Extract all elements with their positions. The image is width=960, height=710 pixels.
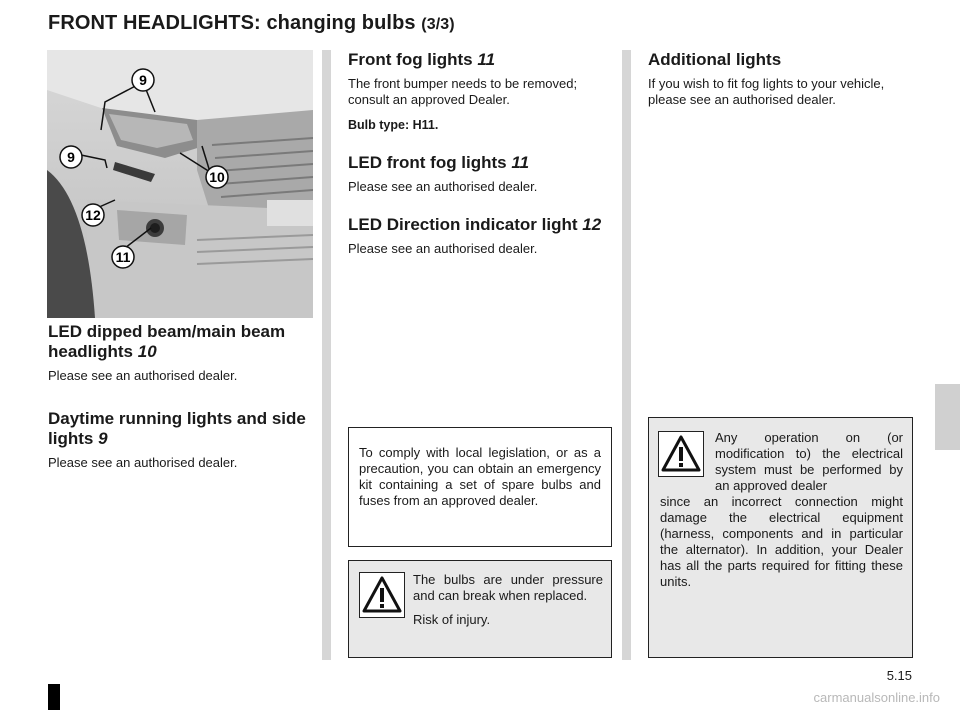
section-heading [348,215,610,235]
callout-label: 9 [139,72,147,88]
section-heading [48,409,314,449]
section-text: Please see an authorised dealer. [348,241,538,256]
left-column [48,322,314,471]
callout-label: 11 [115,249,131,265]
callout-label: 12 [85,207,101,223]
section-heading [48,322,314,362]
page-number: 5.15 [886,668,912,683]
warning-rest: since an incorrect connection might damage the electrical equipment (harness, components and in particular the alternator). In addition, your Dealer has all the parts required for fitting these units. [660,494,903,589]
section-text: Please see an authorised dealer. [48,368,238,383]
heading-number: 11 [511,153,530,172]
warning-text: The bulbs are under pressure and can break when replaced. [413,572,603,603]
watermark: carmanualsonline.info [813,690,940,705]
title-suffix: (3/3) [421,16,455,33]
headlight-figure: 9 9 10 12 11 50914 [47,50,313,318]
section-text: The front bumper needs to be removed; consult an approved Dealer. [348,76,578,107]
section-heading [348,50,610,70]
right-column [648,50,912,108]
section-heading: Additional lights [648,50,782,69]
warning-box-bulbs [348,560,612,658]
section-text: If you wish to fit fog lights to your vehicle, please see an authorised dealer. [648,76,885,107]
section-text: Please see an authorised dealer. [348,179,538,194]
title-text: FRONT HEADLIGHTS: changing bulbs [48,12,416,34]
heading-text: LED Direction indicator light [348,215,578,234]
warning-triangle-icon [359,572,405,618]
heading-number: 9 [98,429,108,448]
car-front-illustration [47,50,313,318]
column-divider-left [322,50,331,660]
heading-number: 11 [477,50,496,69]
warning-risk: Risk of injury. [413,612,491,627]
middle-column [348,50,610,257]
warning-triangle-icon [658,431,704,477]
warning-lead: Any operation on (or modification to) the electrical system must be performed by an approved dealer [715,430,903,493]
chapter-tab [935,384,960,450]
warning-box-electrical [648,417,913,658]
heading-text: Front fog lights [348,50,473,69]
heading-number: 12 [582,215,602,234]
footer-mark [48,684,60,710]
heading-text: Daytime running lights and side lights [48,409,306,448]
bulb-type: Bulb type: H11. [348,118,439,132]
section-heading [348,153,610,173]
heading-number: 10 [137,342,157,361]
heading-text: LED dipped beam/main beam headlights [48,322,286,361]
info-box: To comply with local legislation, or as a precaution, you can obtain an emergency kit containing a set of spare bulbs and fuses from an approved dealer. [348,427,612,547]
page-title [48,12,455,35]
column-divider-right [622,50,631,660]
section-text: Please see an authorised dealer. [48,455,238,470]
heading-text: LED front fog lights [348,153,507,172]
callout-label: 9 [67,149,75,165]
callout-label: 10 [209,169,225,185]
